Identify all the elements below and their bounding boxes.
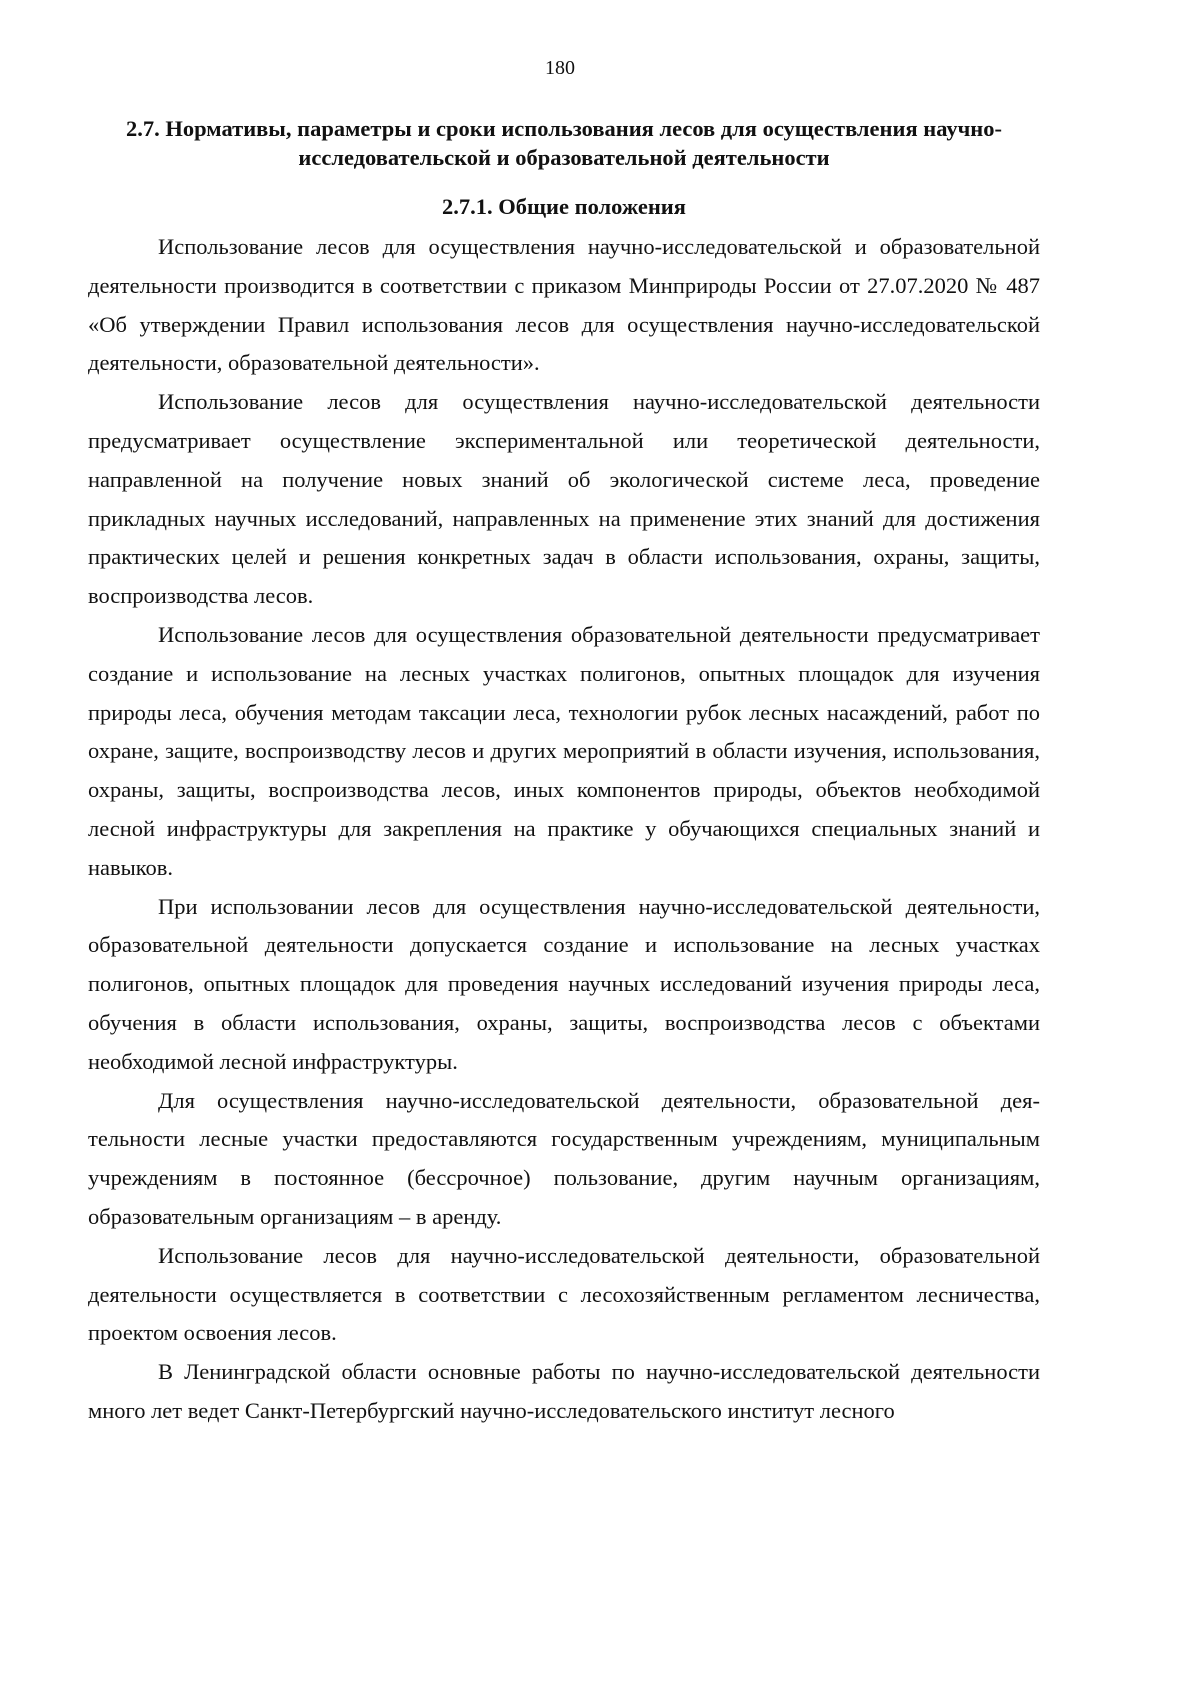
paragraph-4: При использовании лесов для осуществления научно-исследовательской деятельности, образовательной деятельности допускается создание и использование на лесных участках полигонов, опытных площадок для проведения научных исследований изучения природы леса, обучения в области использования, охраны, защиты, воспроизводства лесов с объектами необходимой лесной инфраструктуры. [88, 893, 1040, 1074]
paragraph-2: Использование лесов для осуществления научно-исследовательской деятельности предусматривает осуществление экспериментальной или теоретической деятельности, направленной на получение новых знаний об экологической системе леса, проведение прикладных научных исследований, направленных на применение этих знаний для достижения практических целей и решения конкретных задач в области использования, охраны, защиты, воспроизводства лесов. [88, 389, 1040, 609]
page-content [88, 114, 1040, 1431]
page-number: 180 [545, 57, 575, 79]
paragraph-7: В Ленинградской области основные работы по научно-исследовательской деятельности много лет ведет Санкт-Петербургский научно-исследовательского институт лесного [88, 1359, 1040, 1423]
subsection-heading: 2.7.1. Общие положения [442, 194, 686, 219]
paragraph-1: Использование лесов для осуществления научно-исследовательской и образовательной деятельности производится в соответствии с приказом Минприроды России от 27.07.2020 № 487 «Об утверждении Правил использования лесов для осуществления научно-исследовательской деятельности, образовательной деятельности». [88, 234, 1040, 376]
body-text [88, 228, 1040, 1431]
section-heading: 2.7. Нормативы, параметры и сроки использования лесов для осуществления научно-исследовательской и образовательной деятельности [126, 116, 1002, 170]
paragraph-5: Для осуществления научно-исследовательской деятельности, образовательной деятельности лесные участки предоставляются государственным учреждениям, муниципальным учреждениям в постоянное (бессрочное) пользование, другим научным организациям, образовательным организациям – в аренду. [88, 1087, 1040, 1229]
paragraph-3: Использование лесов для осуществления образовательной деятельности предусматривает создание и использование на лесных участках полигонов, опытных площадок для изучения природы леса, обучения методам таксации леса, технологии рубок лесных насаждений, работ по охране, защите, воспроизводству лесов и других мероприятий в области изучения, использования, охраны, защиты, воспроизводства лесов, иных компонентов природы, объектов необходимой лесной инфраструктуры для закрепления на практике у обучающихся специальных знаний и навыков. [88, 621, 1040, 880]
paragraph-6: Использование лесов для научно-исследовательской деятельности, образовательной деятельности осуществляется в соответствии с лесохозяйственным регламентом лесничества, проектом освоения лесов. [88, 1242, 1040, 1346]
